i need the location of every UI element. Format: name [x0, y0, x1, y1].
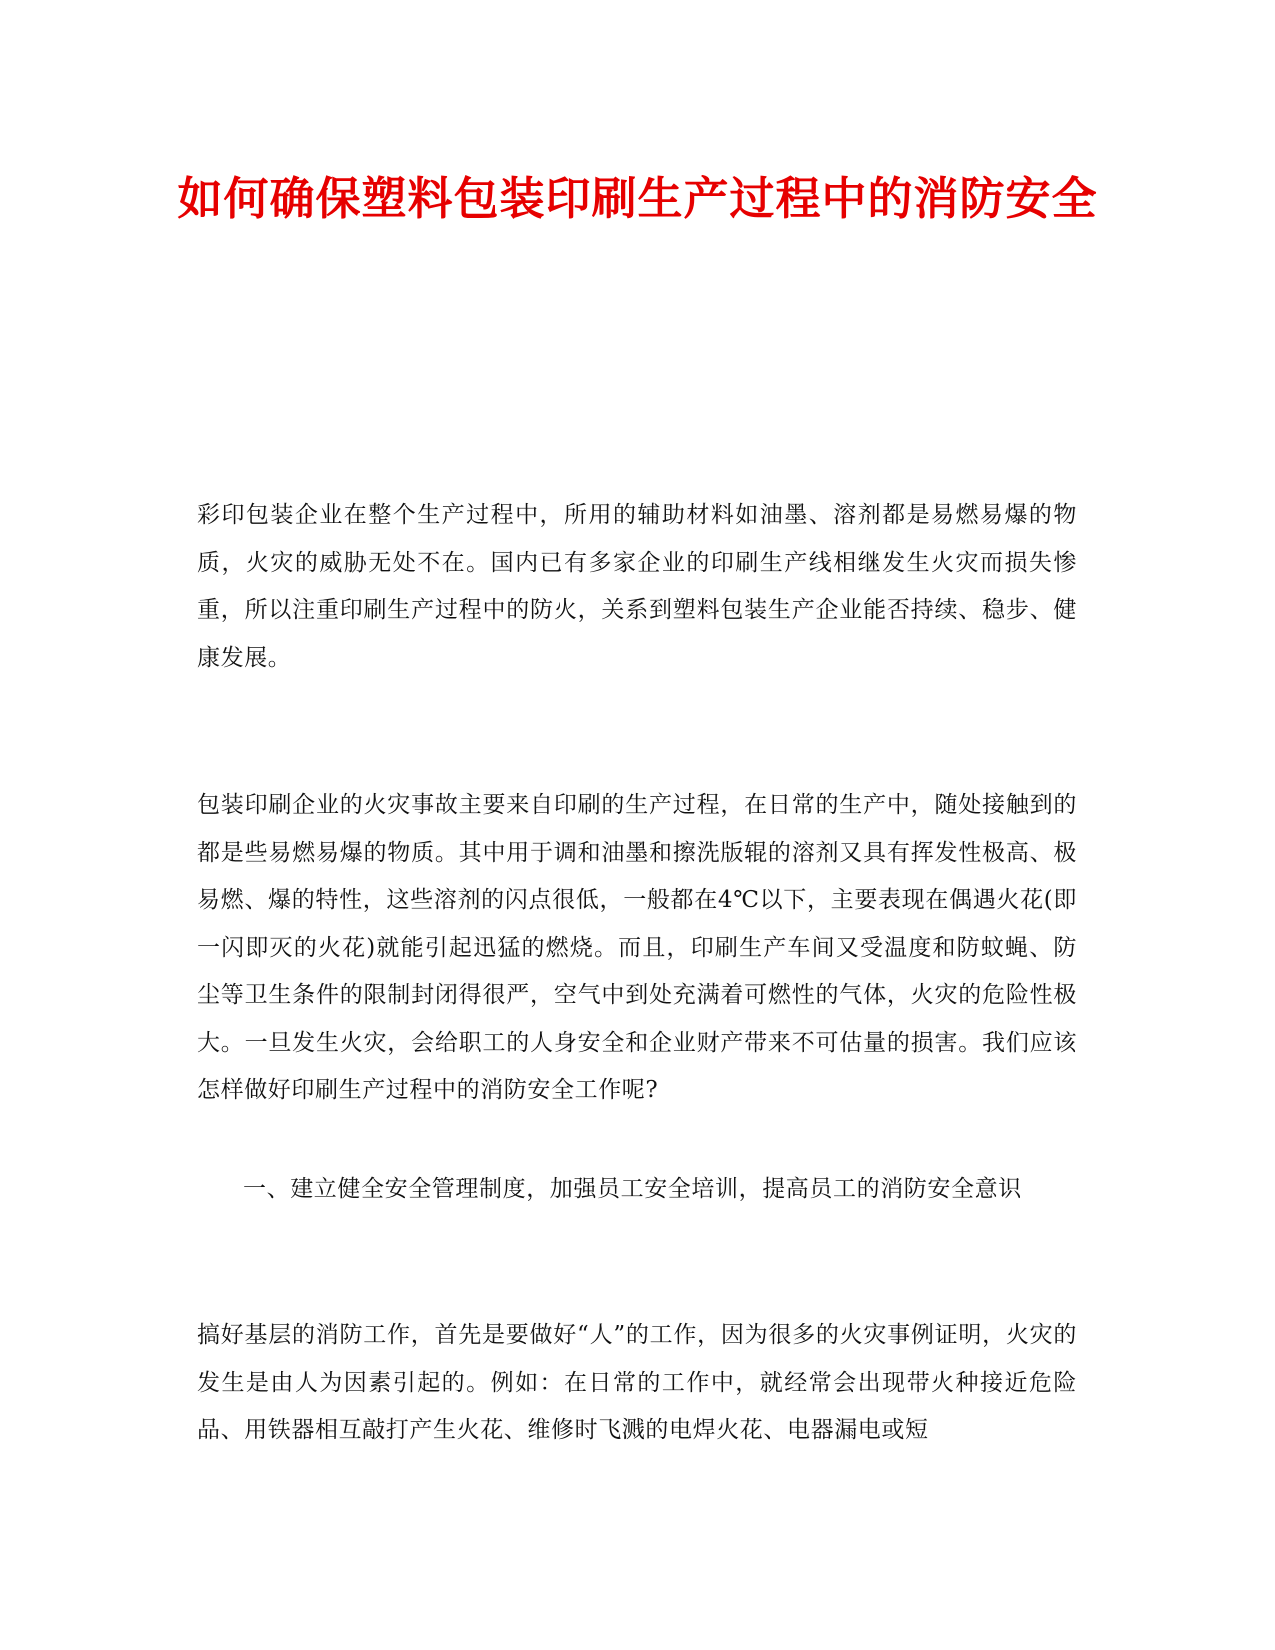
paragraph-section-body: 搞好基层的消防工作，首先是要做好“人”的工作，因为很多的火灾事例证明，火灾的发生是由人为因素引起的。例如：在日常的工作中，就经常会出现带火种接近危险品、用铁器相互敲打产生火花、维修时飞溅的电焊火花、电器漏电或短 — [197, 1322, 1077, 1443]
section-heading: 一、建立健全安全管理制度，加强员工安全培训，提高员工的消防安全意识 — [243, 1176, 1022, 1202]
paragraph-intro: 彩印包装企业在整个生产过程中，所用的辅助材料如油墨、溶剂都是易燃易爆的物质，火灾的威胁无处不在。国内已有多家企业的印刷生产线相继发生火灾而损失惨重，所以注重印刷生产过程中的防火，关系到塑料包装生产企业能否持续、稳步、健康发展。 — [197, 502, 1077, 671]
paragraph-fire-risk: 包装印刷企业的火灾事故主要来自印刷的生产过程，在日常的生产中，随处接触到的都是些易燃易爆的物质。其中用于调和油墨和擦洗版辊的溶剂又具有挥发性极高、极易燃、爆的特性，这些溶剂的闪点很低，一般都在4℃以下，主要表现在偶遇火花(即一闪即灭的火花)就能引起迅猛的燃烧。而且，印刷生产车间又受温度和防蚊蝇、防尘等卫生条件的限制封闭得很严，空气中到处充满着可燃性的气体，火灾的危险性极大。一旦发生火灾，会给职工的人身安全和企业财产带来不可估量的损害。我们应该怎样做好印刷生产过程中的消防安全工作呢? — [197, 792, 1077, 1103]
document-title: 如何确保塑料包装印刷生产过程中的消防安全 — [177, 172, 1098, 225]
